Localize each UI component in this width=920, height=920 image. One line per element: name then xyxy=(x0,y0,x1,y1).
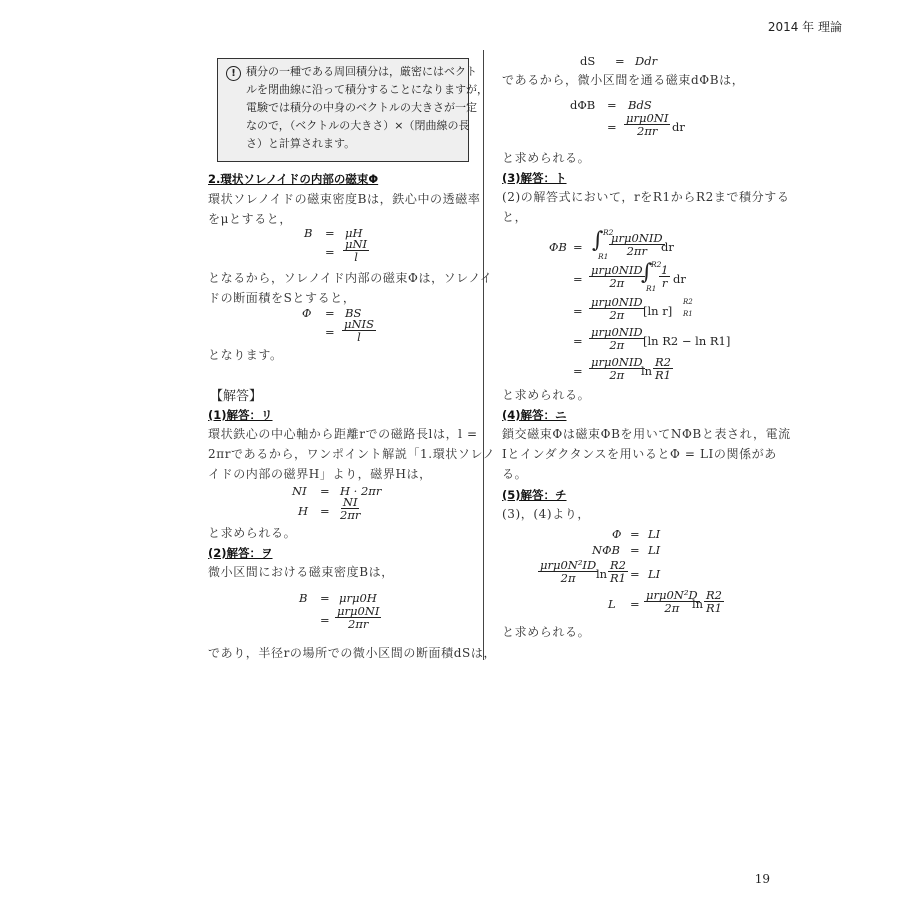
paragraph: と， xyxy=(502,210,528,224)
note-line: ルを閉曲線に沿って積分することになりますが， xyxy=(246,83,488,96)
answer-1-heading: (1)解答：リ xyxy=(208,408,273,422)
note-box xyxy=(217,58,488,162)
paragraph: であり，半径rの場所での微小区間の断面積dSは， xyxy=(208,646,497,660)
paragraph: 環状ソレノイドの磁束密度Bは，鉄心中の透磁率 xyxy=(208,192,481,206)
paragraph: と求められる。 xyxy=(502,151,591,165)
equation-integral: ΦB = ∫ R2 R1 μrμ0NID 2πr dr = μrμ0NID 2π ∫ R2 R1 $\frac{1}{r}$ dr = μrμ0NID 2π [ln r] R2 R1 = μrμ0NID 2π [ln R2 − ln R1] = μrμ0NID 2π ln $\frac{R2}{R1}$ xyxy=(549,228,731,382)
paragraph: をμとすると， xyxy=(208,212,292,226)
paragraph: (2)の解答式において，rをR1からR2まで積分する xyxy=(502,190,790,204)
page-header: 2014 年 理論 xyxy=(767,20,842,34)
equation-inductance: Φ = LI NΦB = LI μrμ0N²ID 2π ln $\frac{R2}{R1}$ = LI L = μrμ0N²D 2π ln $\frac{R2}{R1}$ xyxy=(540,527,722,615)
section-heading: 2.環状ソレノイドの内部の磁束Φ xyxy=(208,172,379,186)
note-line: 積分の一種である周回積分は，厳密にはベクト xyxy=(246,65,477,78)
paragraph: (3)，(4)より， xyxy=(502,507,590,521)
answer-heading: 【解答】 xyxy=(210,389,263,404)
equation-dS: dS = Ddr xyxy=(580,54,658,68)
answer-5-heading: (5)解答：チ xyxy=(502,488,567,502)
paragraph: Iとインダクタンスを用いるとΦ = LIの関係があ xyxy=(502,447,777,461)
paragraph: と求められる。 xyxy=(208,526,297,540)
paragraph: であるから，微小区間を通る磁束dΦBは， xyxy=(502,73,745,87)
paragraph: 鎖交磁束Φは磁束ΦBを用いてNΦBと表され，電流 xyxy=(502,427,791,441)
column-divider xyxy=(483,50,484,660)
answer-3-heading: (3)解答：ト xyxy=(502,171,567,185)
equation-B: B = μH = μNI l xyxy=(304,226,368,264)
paragraph: となるから，ソレノイド内部の磁束Φは，ソレノイ xyxy=(208,271,493,285)
equation-dPhi: dΦB = BdS = μrμ0NI 2πr dr xyxy=(570,98,685,138)
answer-2-heading: (2)解答：ヲ xyxy=(208,546,273,560)
paragraph: 微小区間における磁束密度Bは， xyxy=(208,565,394,579)
note-line: 電験では積分の中身のベクトルの大きさが一定 xyxy=(246,101,477,114)
equation-NI: NI = H · 2πr H = $\frac{NI}{2\pi r}$ xyxy=(292,484,382,522)
answer-4-heading: (4)解答：ニ xyxy=(502,408,567,422)
paragraph: ドの断面積をSとすると， xyxy=(208,291,356,305)
equation-B2: B = μrμ0H = μrμ0NI 2πr xyxy=(299,591,380,631)
note-line: さ）と計算されます。 xyxy=(246,137,356,150)
paragraph: る。 xyxy=(502,467,528,481)
paragraph: と求められる。 xyxy=(502,625,591,639)
exclamation-icon: ! xyxy=(226,66,241,81)
page-number: 19 xyxy=(754,872,770,886)
paragraph: と求められる。 xyxy=(502,388,591,402)
paragraph: 2πrであるから，ワンポイント解説「1.環状ソレノ xyxy=(208,447,496,461)
paragraph: イドの内部の磁界H」より，磁界Hは， xyxy=(208,467,432,481)
note-line: なので，（ベクトルの大きさ）×（閉曲線の長 xyxy=(246,119,470,132)
equation-Phi: Φ = BS = μNIS l xyxy=(302,306,374,344)
paragraph: となります。 xyxy=(208,348,283,362)
paragraph: 環状鉄心の中心軸から距離rでの磁路長lは，l = xyxy=(208,427,478,441)
